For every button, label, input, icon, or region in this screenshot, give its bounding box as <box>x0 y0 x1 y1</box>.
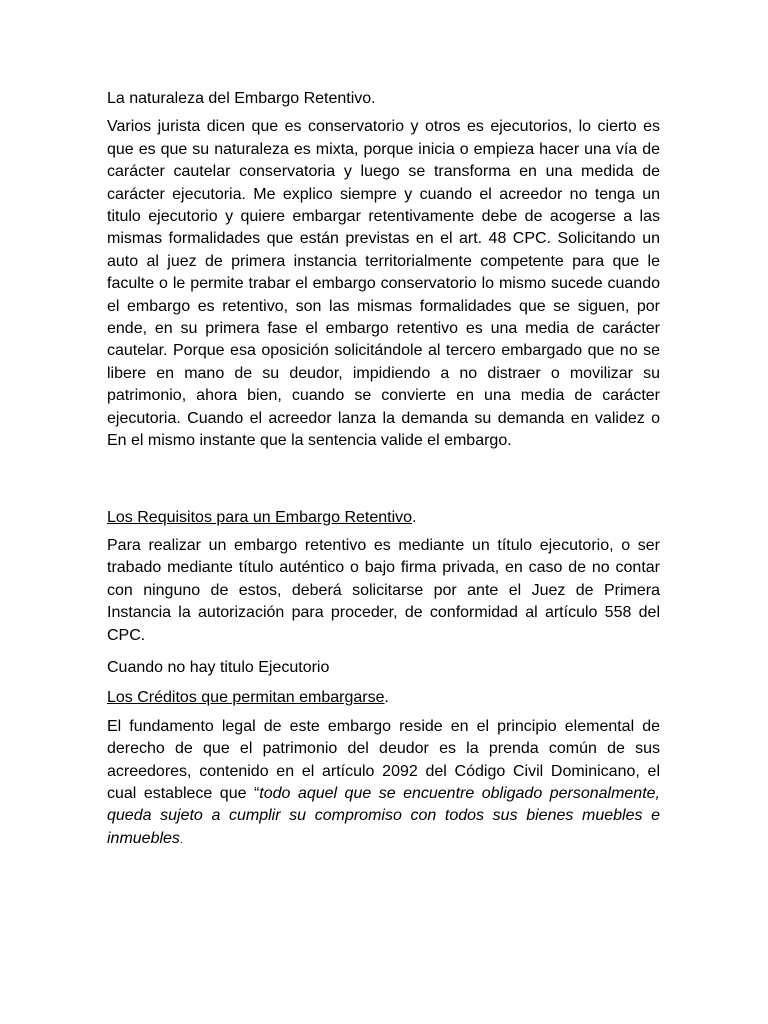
paragraph-creditos <box>107 716 660 852</box>
creditos-heading-period: . <box>384 689 389 707</box>
document-page <box>107 88 660 862</box>
creditos-trailing-period: . <box>179 834 183 846</box>
creditos-quote: todo aquel que se encuentre obligado personalmente, queda sujeto a cumplir su compromiso con todos sus bienes muebles e inmuebles <box>107 784 660 847</box>
creditos-lead-text: El fundamento legal de este embargo reside en el principio elemental de derecho de que el patrimonio del deudor es la prenda común de sus acreedores, contenido en el artículo 2092 del Código Civil Dominicano, el cual establece que “ <box>107 717 660 802</box>
paragraph-naturaleza: Varios jurista dicen que es conservatorio y otros es ejecutorios, lo cierto es que es que su naturaleza es mixta, porque inicia o empieza hacer una vía de carácter cautelar conservatoria y luego se transforma en una medida de carácter ejecutoria. Me explico siempre y cuando el acreedor no tenga un titulo ejecutorio y quiere embargar retentivamente debe de acogerse a las mismas formalidades que están previstas en el art. 48 CPC. Solicitando un auto al juez de primera instancia territorialmente competente para que le faculte o le permite trabar el embargo conservatorio lo mismo sucede cuando el embargo es retentivo, son las mismas formalidades que se siguen, por ende, en su primera fase el embargo retentivo es una media de carácter cautelar. Porque esa oposición solicitándole al tercero embargado que no se libere en mano de su deudor, impidiendo a no distraer o movilizar su patrimonio, ahora bien, cuando se convierte en una media de carácter ejecutoria. Cuando el acreedor lanza la demanda su demanda en validez o En el mismo instante que la sentencia valide el embargo. <box>107 118 660 450</box>
creditos-heading-text: Los Créditos que permitan embargarse <box>107 689 385 707</box>
requisitos-heading-period: . <box>412 508 417 526</box>
paragraph-requisitos: Para realizar un embargo retentivo es mediante un título ejecutorio, o ser trabado mediante título auténtico o bajo firma privada, en caso de no contar con ninguno de estos, deberá solicitarse por ante el Juez de Primera Instancia la autorización para proceder, de conformidad al artículo 558 del CPC. <box>107 536 660 644</box>
requisitos-heading-text: Los Requisitos para un Embargo Retentivo <box>107 508 413 526</box>
line-no-titulo: Cuando no hay titulo Ejecutorio <box>107 658 330 676</box>
section-heading-naturaleza: La naturaleza del Embargo Retentivo. <box>107 90 376 107</box>
section-heading-creditos <box>107 687 660 709</box>
section-spacer <box>107 463 660 507</box>
section-heading-requisitos <box>107 507 660 529</box>
